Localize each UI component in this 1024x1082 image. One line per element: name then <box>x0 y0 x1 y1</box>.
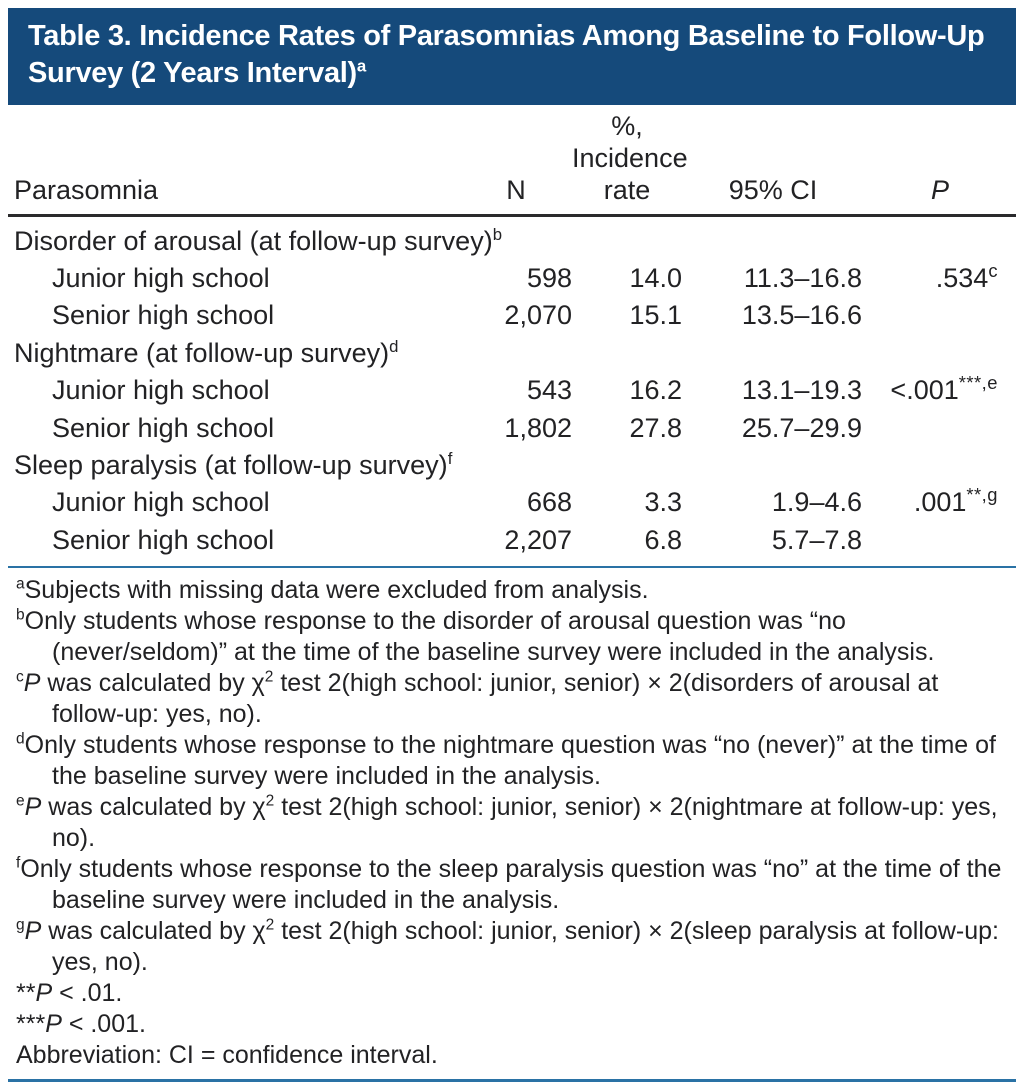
table-row <box>8 297 1016 334</box>
table-title-text-2: Survey (2 Years Interval) <box>28 56 357 89</box>
footnote: $^d$Only students whose response to the nightmare question was “no (never)” at the time of the baseline survey were included in the analysis. <box>16 730 996 790</box>
cell-p <box>864 297 1016 334</box>
table-header <box>8 107 1016 215</box>
footnote: $^e$P was calculated by $\chi^2$ test 2(high school: junior, senior) × 2(nightmare at follow-up: yes, no). <box>16 792 998 852</box>
table-title-banner <box>8 8 1016 105</box>
cell-parasomnia: Senior high school <box>52 524 275 555</box>
cell-ci: 13.5–16.6 <box>741 300 862 331</box>
cell-parasomnia: Senior high school <box>52 300 275 331</box>
bottom-rule <box>8 1079 1016 1082</box>
footnote: **P < .01. <box>16 978 123 1007</box>
cell-ci: 1.9–4.6 <box>771 487 862 518</box>
cell-ci: 25.7–29.9 <box>741 412 862 443</box>
cell-parasomnia: Junior high school <box>52 263 270 294</box>
table-title-line-1 <box>28 18 996 55</box>
table-row <box>8 260 1016 297</box>
cell-parasomnia: Senior high school <box>52 412 275 443</box>
cell-p: $.001^{**,g}$ <box>913 484 998 518</box>
footnote: $^b$Only students whose response to the disorder of arousal question was “no (never/seldom)” at the time of the baseline survey were included in the analysis. <box>16 606 935 666</box>
footnote: $^g$P was calculated by $\chi^2$ test 2(high school: junior, senior) × 2(sleep paralysis at follow-up: yes, no). <box>16 916 999 976</box>
table-row <box>8 372 1016 409</box>
cell-rate: 15.1 <box>629 300 682 331</box>
table-row <box>8 446 1016 483</box>
cell-n: 543 <box>526 375 572 406</box>
table-body <box>8 215 1016 559</box>
footnote: ***P < .001. <box>16 1009 146 1038</box>
cell-ci: 11.3–16.8 <box>743 263 862 294</box>
cell-rate: 3.3 <box>644 487 682 518</box>
title-footnote-marker: a <box>356 55 366 75</box>
cell-parasomnia: Disorder of arousal (at follow-up survey)$^b$ <box>14 224 502 256</box>
table-title-line-2 <box>28 55 996 92</box>
table-row <box>8 215 1016 259</box>
table-row <box>8 521 1016 558</box>
cell-n: 2,070 <box>504 300 572 331</box>
footnote: $^a$Subjects with missing data were excluded from analysis. <box>16 575 649 604</box>
cell-p <box>864 521 1016 558</box>
cell-parasomnia: Nightmare (at follow-up survey)$^d$ <box>14 336 399 368</box>
cell-p: .534$^c$ <box>935 260 998 294</box>
footnote: $^c$P was calculated by $\chi^2$ test 2(high school: junior, senior) × 2(disorders of arousal at follow-up: yes, no). <box>16 668 939 728</box>
footnote: Abbreviation: CI = confidence interval. <box>16 1040 438 1069</box>
cell-p <box>864 409 1016 446</box>
cell-n: 2,207 <box>504 524 572 555</box>
cell-ci: 13.1–19.3 <box>741 375 862 406</box>
table-row <box>8 409 1016 446</box>
col-header-parasomnia: Parasomnia <box>8 107 460 215</box>
table-row <box>8 484 1016 521</box>
cell-ci: 5.7–7.8 <box>771 524 862 555</box>
cell-n: 1,802 <box>504 412 572 443</box>
cell-n: 598 <box>526 263 572 294</box>
cell-n: 668 <box>526 487 572 518</box>
cell-parasomnia: Junior high school <box>52 487 270 518</box>
table-title-text-1: Table 3. Incidence Rates of Parasomnias Among Baseline to Follow-Up <box>28 20 985 52</box>
cell-rate: 6.8 <box>644 524 682 555</box>
col-header-ci: 95% CI <box>682 107 864 215</box>
cell-parasomnia: Sleep paralysis (at follow-up survey)$^f$ <box>14 448 453 480</box>
cell-rate: 16.2 <box>629 375 682 406</box>
cell-p: $<.001^{***,e}$ <box>890 372 998 406</box>
col-header-n: N <box>460 107 572 215</box>
footnote: $^f$Only students whose response to the sleep paralysis question was “no” at the time of the baseline survey were included in the analysis. <box>16 854 1002 914</box>
footnotes-section <box>8 566 1016 1071</box>
cell-parasomnia: Junior high school <box>52 375 270 406</box>
col-header-incidence-rate: %, Incidence rate <box>572 107 682 215</box>
incidence-table <box>8 107 1016 559</box>
cell-rate: 27.8 <box>629 412 682 443</box>
cell-rate: 14.0 <box>629 263 682 294</box>
col-header-p: P <box>864 107 1016 215</box>
table-row <box>8 334 1016 371</box>
